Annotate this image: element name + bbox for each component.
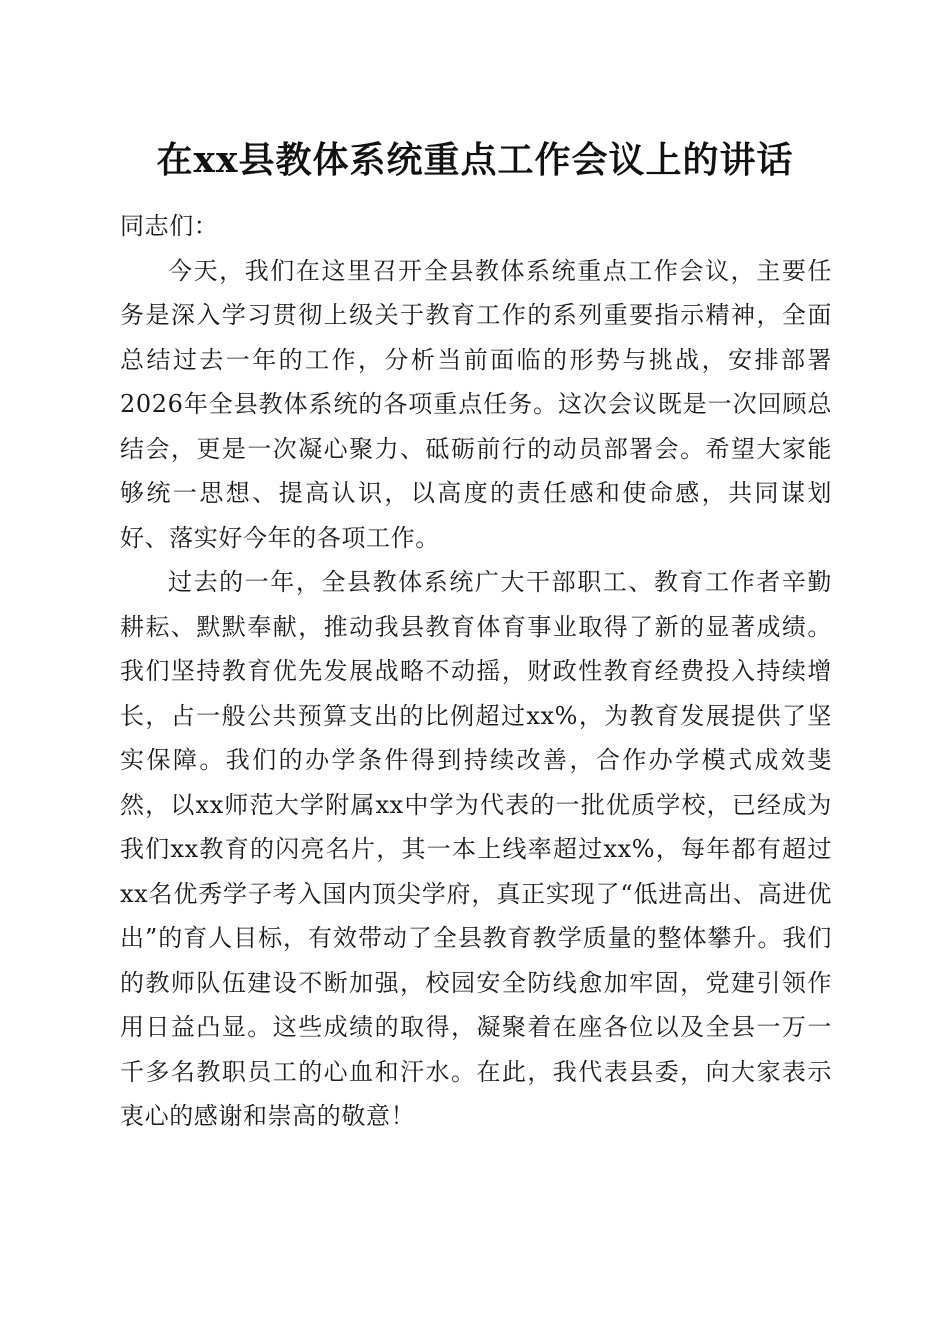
document-body [120,204,832,1139]
paragraph-1: 今天，我们在这里召开全县教体系统重点工作会议，主要任务是深入学习贯彻上级关于教育工作的系列重要指示精神，全面总结过去一年的工作，分析当前面临的形势与挑战，安排部署2026年全县教体系统的各项重点任务。这次会议既是一次回顾总结会，更是一次凝心聚力、砥砺前行的动员部署会。希望大家能够统一思想、提高认识，以高度的责任感和使命感，共同谋划好、落实好今年的各项工作。 [120,256,832,552]
document-title: 在xx县教体系统重点工作会议上的讲话 [156,139,794,181]
salutation: 同志们： [120,212,219,240]
paragraph-2: 过去的一年，全县教体系统广大干部职工、教育工作者辛勤耕耘、默默奉献，推动我县教育体育事业取得了新的显著成绩。我们坚持教育优先发展战略不动摇，财政性教育经费投入持续增长，占一般公共预算支出的比例超过xx%，为教育发展提供了坚实保障。我们的办学条件得到持续改善，合作办学模式成效斐然，以xx师范大学附属xx中学为代表的一批优质学校，已经成为我们xx教育的闪亮名片，其一本上线率超过xx%，每年都有超过xx名优秀学子考入国内顶尖学府，真正实现了“低进高出、高进优出”的育人目标，有效带动了全县教育教学质量的整体攀升。我们的教师队伍建设不断加强，校园安全防线愈加牢固，党建引领作用日益凸显。这些成绩的取得，凝聚着在座各位以及全县一万一千多名教职员工的心血和汗水。在此，我代表县委，向大家表示衷心的感谢和崇高的敬意！ [120,568,832,1130]
